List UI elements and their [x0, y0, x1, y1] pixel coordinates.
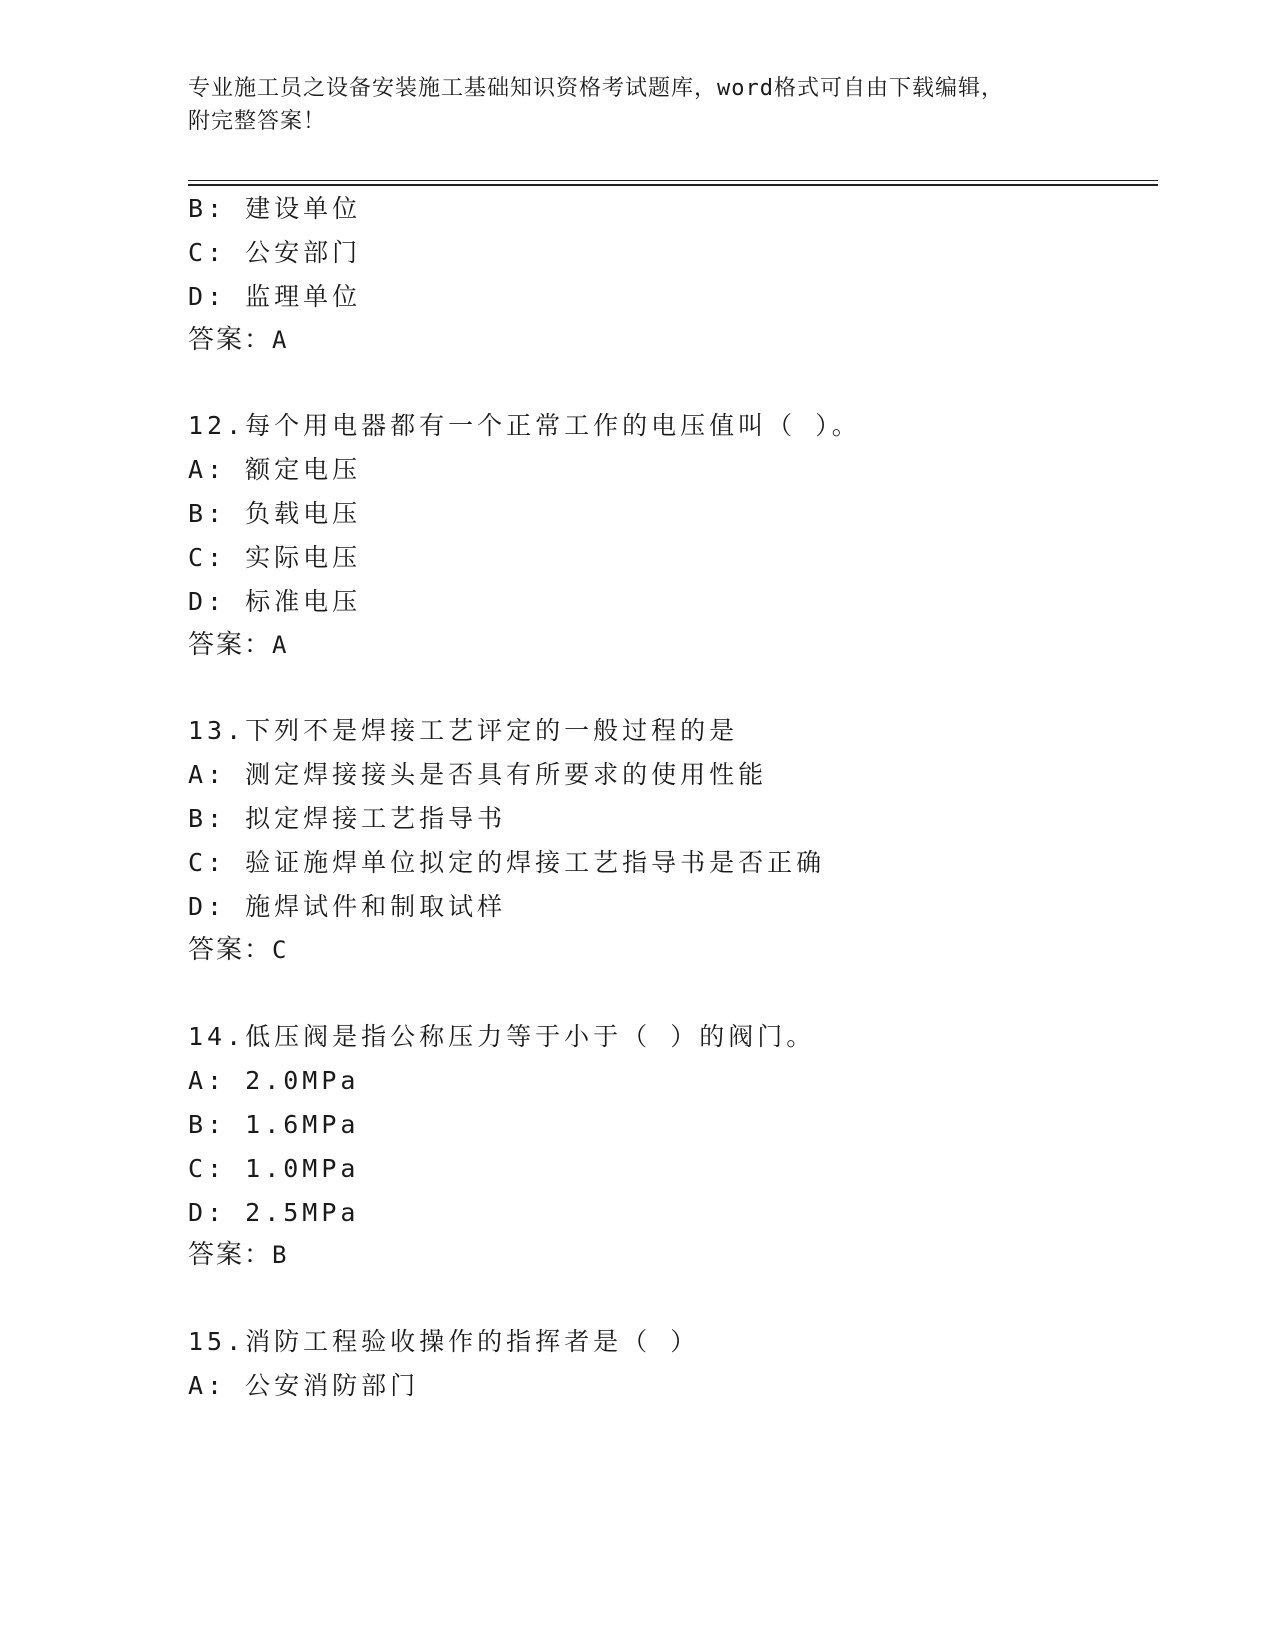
q12-option-d: D: 标准电压 — [188, 587, 362, 616]
header-divider-thick — [188, 184, 1158, 186]
q14-question: 14.低压阀是指公称压力等于小于（ ）的阀门。 — [188, 1022, 816, 1051]
q12-answer — [188, 628, 286, 662]
q15-question: 15.消防工程验收操作的指挥者是（ ） — [188, 1327, 700, 1356]
q13-question: 13.下列不是焊接工艺评定的一般过程的是 — [188, 716, 739, 745]
q14-answer-value: B — [272, 1241, 287, 1269]
q13-answer — [188, 933, 286, 967]
q11-option-c: C: 公安部门 — [188, 238, 362, 267]
q11-option-b: B: 建设单位 — [188, 194, 362, 223]
header-line-2: 附完整答案！ — [188, 109, 327, 134]
q13-answer-label: 答案： — [188, 935, 273, 965]
q13-option-c: C: 验证施焊单位拟定的焊接工艺指导书是否正确 — [188, 848, 826, 877]
q11-answer — [188, 323, 286, 357]
q14-option-a: A: 2.0MPa — [188, 1066, 360, 1095]
q11-option-d: D: 监理单位 — [188, 282, 362, 311]
q13-option-d: D: 施焊试件和制取试样 — [188, 892, 507, 921]
q13-option-b: B: 拟定焊接工艺指导书 — [188, 804, 507, 833]
q11-answer-value: A — [272, 326, 287, 354]
q12-option-a: A: 额定电压 — [188, 455, 362, 484]
header-divider-thin — [188, 180, 1158, 181]
q13-option-a: A: 测定焊接接头是否具有所要求的使用性能 — [188, 760, 768, 789]
q14-option-b: B: 1.6MPa — [188, 1110, 360, 1139]
q11-answer-label: 答案： — [188, 325, 273, 355]
q13-answer-value: C — [272, 936, 287, 964]
q12-option-b: B: 负载电压 — [188, 499, 362, 528]
q12-answer-label: 答案： — [188, 630, 273, 660]
q12-option-c: C: 实际电压 — [188, 543, 362, 572]
q14-answer-label: 答案： — [188, 1240, 273, 1270]
q12-answer-value: A — [272, 631, 287, 659]
document-header — [188, 72, 1088, 138]
q15-option-a: A: 公安消防部门 — [188, 1371, 420, 1400]
q14-answer — [188, 1238, 286, 1272]
q12-question: 12.每个用电器都有一个正常工作的电压值叫（ ）。 — [188, 411, 861, 440]
q14-option-c: C: 1.0MPa — [188, 1154, 360, 1183]
q14-option-d: D: 2.5MPa — [188, 1198, 360, 1227]
header-line-1: 专业施工员之设备安装施工基础知识资格考试题库，word格式可自由下载编辑， — [188, 76, 1004, 101]
